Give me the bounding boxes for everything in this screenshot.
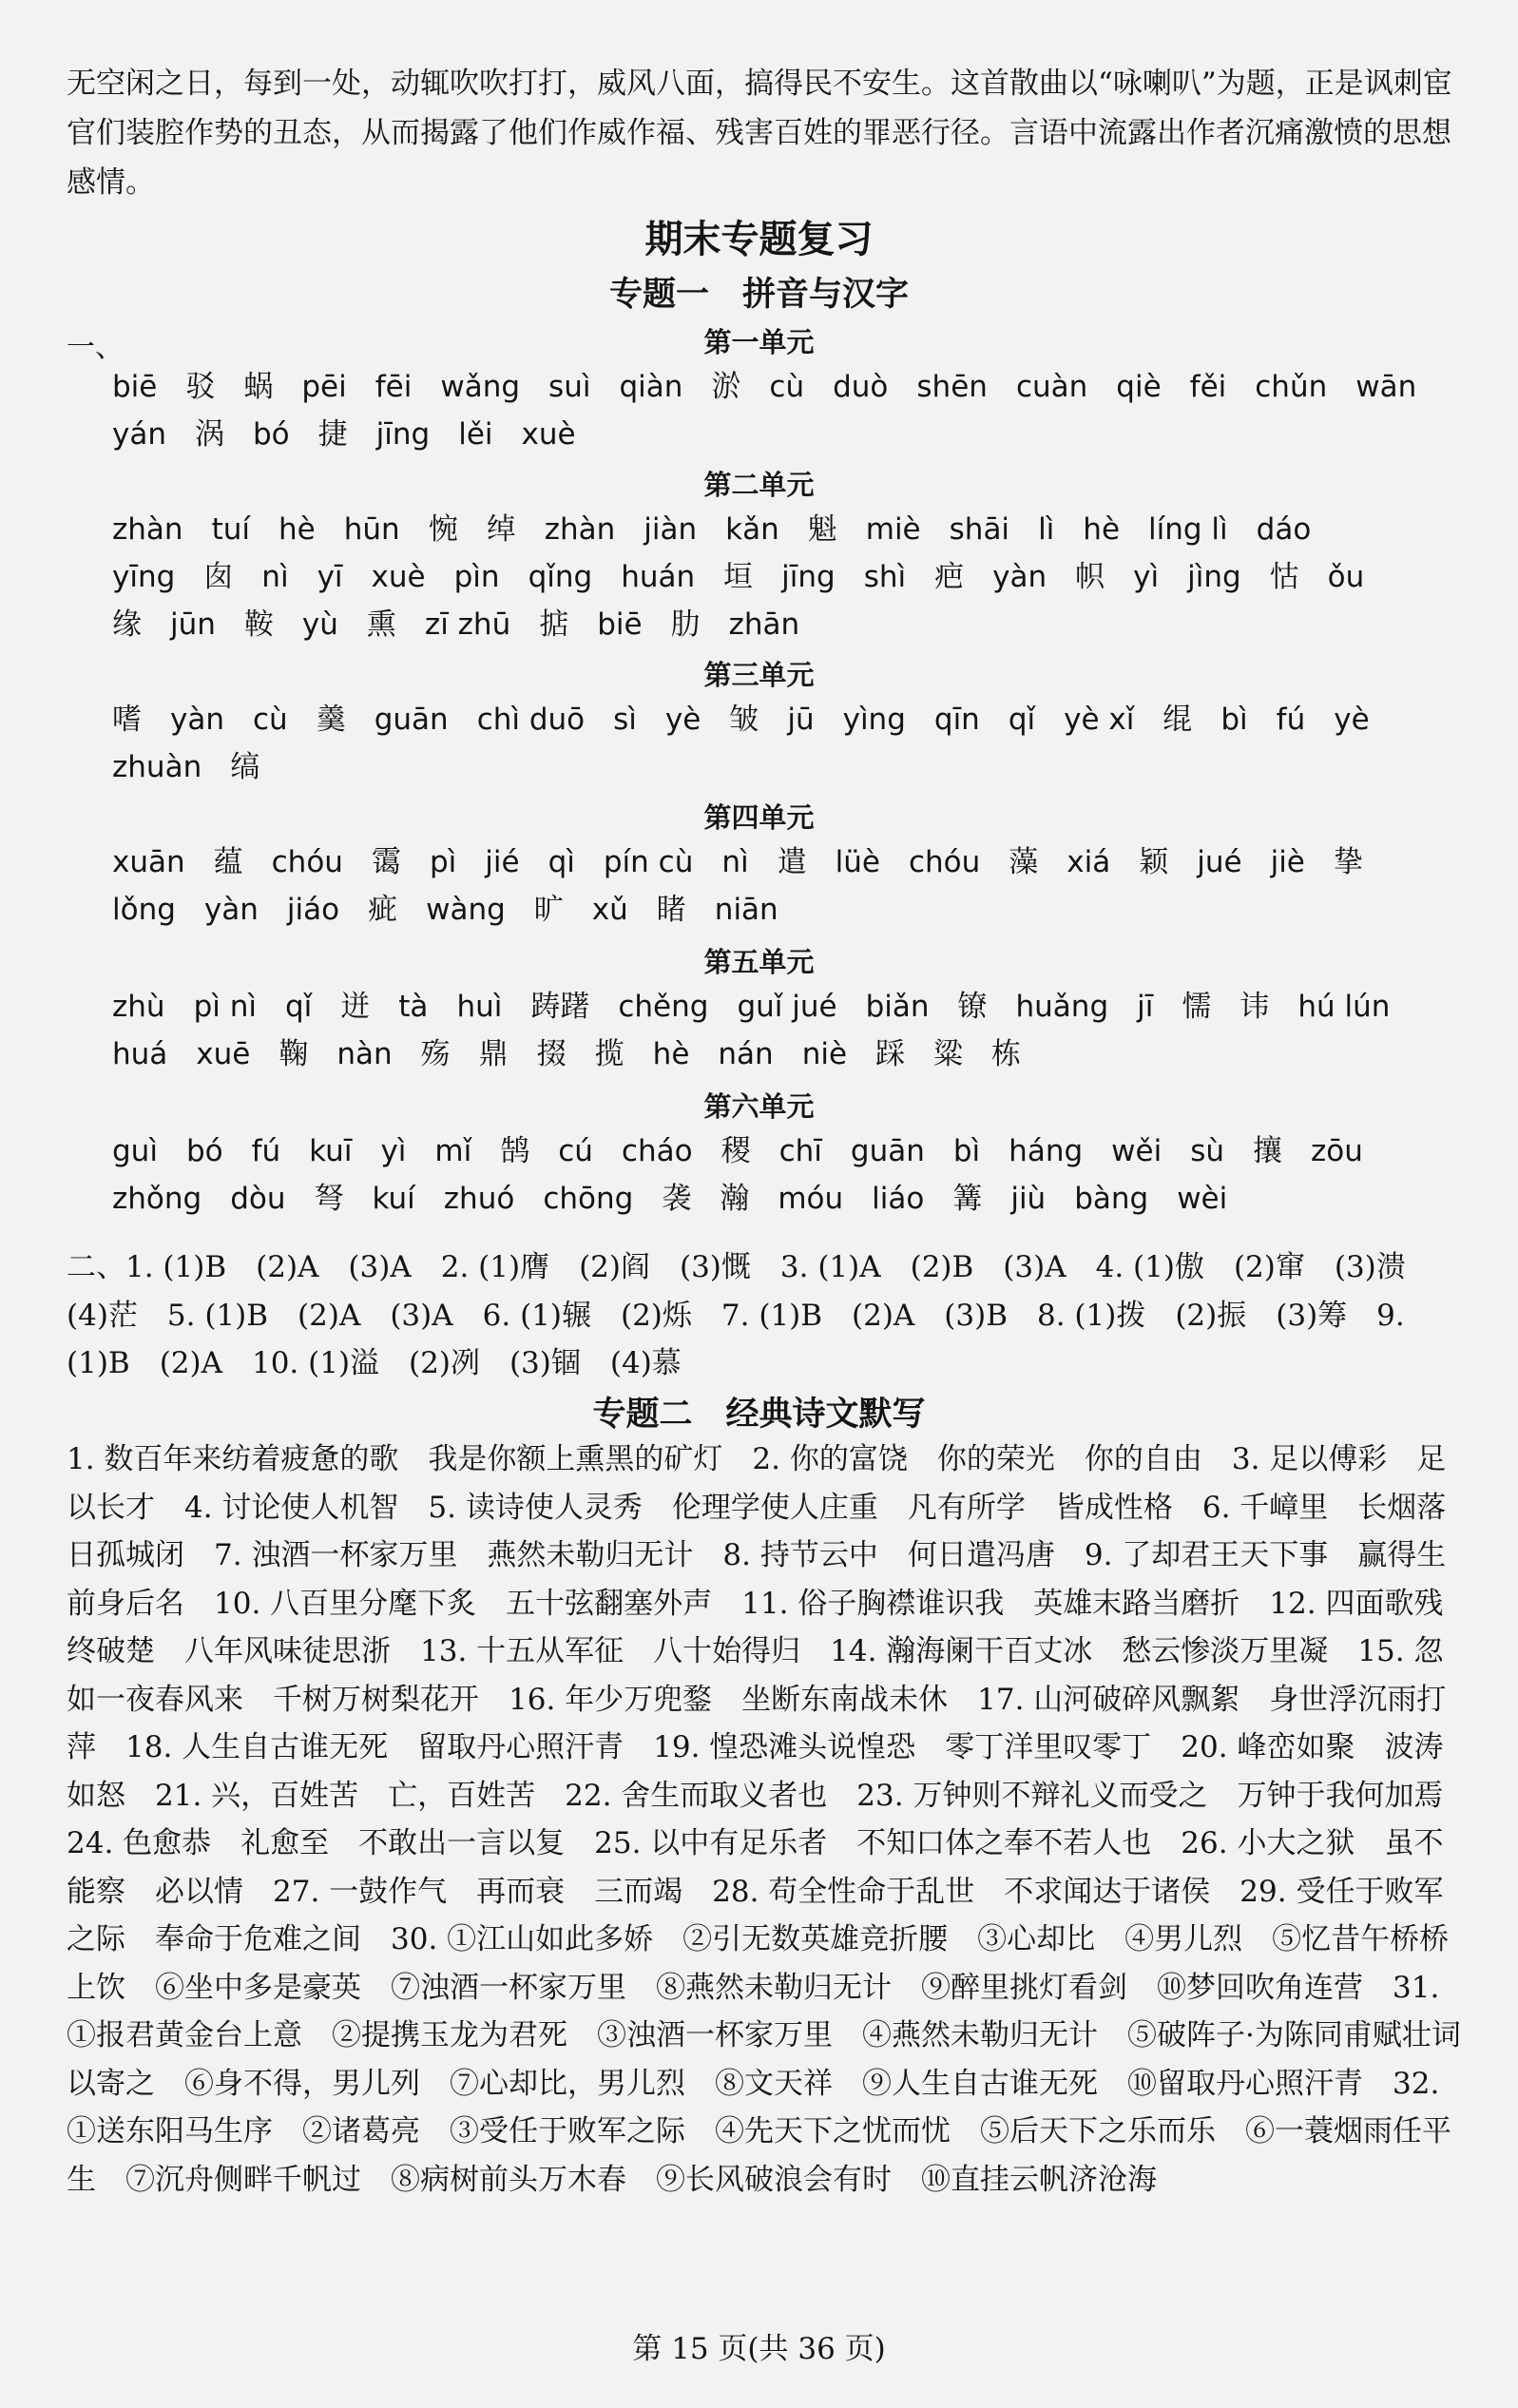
answer-token: pì bbox=[429, 845, 457, 879]
answer-token: nàn bbox=[336, 1037, 393, 1071]
answer-token: 淤 bbox=[711, 370, 741, 404]
answer-token: 鼎 bbox=[478, 1037, 509, 1071]
answer-token: lüè bbox=[835, 845, 880, 879]
answer-token: fěi bbox=[1189, 370, 1227, 404]
answer-token: 捷 bbox=[317, 417, 348, 452]
unit-answer-line bbox=[112, 553, 1462, 601]
answer-token: 鞍 bbox=[243, 607, 274, 642]
answer-token: 蜗 bbox=[243, 370, 274, 404]
answer-token: 攘 bbox=[1253, 1134, 1283, 1168]
answer-token: cuàn bbox=[1015, 370, 1088, 404]
unit-answer-line bbox=[112, 696, 1462, 743]
answer-token: xuè bbox=[521, 417, 576, 452]
answer-token: jué bbox=[1197, 845, 1242, 879]
answer-token: lǒng bbox=[112, 893, 176, 927]
answer-token: yù bbox=[301, 607, 338, 642]
answer-token: biē bbox=[112, 370, 158, 404]
answer-token: xuè bbox=[371, 560, 426, 594]
answer-token: 驳 bbox=[185, 370, 216, 404]
answer-token: bó bbox=[253, 417, 290, 452]
unit-answer-line bbox=[112, 1175, 1462, 1223]
answer-token: chī bbox=[778, 1134, 822, 1168]
unit-answer-line bbox=[112, 983, 1462, 1031]
answer-token: 篝 bbox=[952, 1182, 983, 1216]
answer-token: niè bbox=[801, 1037, 848, 1071]
answer-token: tuí bbox=[211, 512, 250, 547]
answer-token: kǎn bbox=[725, 512, 779, 547]
answer-token: huán bbox=[621, 560, 696, 594]
answer-token: sù bbox=[1190, 1134, 1225, 1168]
answer-token: 怙 bbox=[1269, 560, 1299, 594]
answer-token: kuí bbox=[372, 1182, 415, 1216]
answer-token: cù bbox=[253, 703, 288, 737]
answer-token: 缟 bbox=[230, 750, 260, 784]
answer-token: 揽 bbox=[594, 1037, 624, 1071]
answer-token: sì bbox=[613, 703, 637, 737]
answer-token: 稷 bbox=[721, 1134, 751, 1168]
answer-token: zī zhū bbox=[424, 607, 511, 642]
answer-token: yè xǐ bbox=[1064, 703, 1135, 737]
answer-token: bì bbox=[952, 1134, 981, 1168]
answer-token: zōu bbox=[1311, 1134, 1363, 1168]
answer-token: yìng bbox=[842, 703, 906, 737]
answer-token: miè bbox=[865, 512, 921, 547]
answer-token: 粱 bbox=[933, 1037, 964, 1071]
answer-token: yì bbox=[380, 1134, 407, 1168]
answer-token: jūn bbox=[170, 607, 216, 642]
answer-token: qǐ bbox=[1008, 703, 1036, 737]
unit-title: 第六单元 bbox=[703, 1090, 815, 1123]
answer-token: yì bbox=[1133, 560, 1160, 594]
answer-token: 踌躇 bbox=[530, 990, 590, 1024]
unit-title: 第五单元 bbox=[703, 946, 815, 978]
unit-answer-line bbox=[112, 601, 1462, 648]
answer-token: 睹 bbox=[656, 893, 686, 927]
answer-token: 掂 bbox=[539, 607, 569, 642]
answer-token: xiá bbox=[1066, 845, 1111, 879]
answer-token: bì bbox=[1220, 703, 1248, 737]
answer-token: háng bbox=[1009, 1134, 1084, 1168]
answer-token: liáo bbox=[872, 1182, 925, 1216]
answer-token: pì nì bbox=[193, 990, 257, 1024]
answer-token: 熏 bbox=[366, 607, 396, 642]
answer-token: 皱 bbox=[729, 703, 759, 737]
answer-token: jiáo bbox=[286, 893, 340, 927]
answer-token: 遣 bbox=[777, 845, 807, 879]
answer-token: xǔ bbox=[591, 893, 628, 927]
answer-token: 藻 bbox=[1009, 845, 1039, 879]
unit-answer-line bbox=[112, 1127, 1462, 1175]
answer-token: hè bbox=[1083, 512, 1121, 547]
answer-token: chì duō bbox=[476, 703, 586, 737]
answer-token: jié bbox=[485, 845, 520, 879]
answer-token: guān bbox=[850, 1134, 925, 1168]
answer-token: pìn bbox=[453, 560, 500, 594]
answer-token: wàng bbox=[426, 893, 506, 927]
intro-paragraph: 无空闲之日，每到一处，动辄吹吹打打，威风八面，搞得民不安生。这首散曲以“咏喇叭”为题，正是讽刺宦官们装腔作势的丑态，从而揭露了他们作威作福、残害百姓的罪恶行径。言语中流露出作者沉痛激愤的思想感情。 bbox=[67, 67, 1452, 200]
answer-token: 魁 bbox=[807, 512, 837, 547]
unit-title: 第三单元 bbox=[703, 659, 815, 691]
answer-token: 弩 bbox=[314, 1182, 344, 1216]
answer-token: 囱 bbox=[203, 560, 234, 594]
answer-token: 鹄 bbox=[500, 1134, 530, 1168]
answer-token: biē bbox=[597, 607, 643, 642]
answer-token: cháo bbox=[621, 1134, 693, 1168]
page-footer: 第 15 页(共 36 页) bbox=[632, 2332, 886, 2366]
answer-token: guǐ jué bbox=[737, 990, 837, 1024]
answer-token: 瀚 bbox=[720, 1182, 750, 1216]
unit-answer-line bbox=[112, 838, 1462, 886]
unit-title: 第二单元 bbox=[703, 469, 815, 501]
answer-token: xuē bbox=[196, 1037, 251, 1071]
answer-token: biǎn bbox=[865, 990, 930, 1024]
answer-token: qì bbox=[548, 845, 575, 879]
answer-token: wèi bbox=[1177, 1182, 1228, 1216]
answer-token: 缘 bbox=[112, 607, 142, 642]
answer-token: nì bbox=[721, 845, 749, 879]
answer-token: chōng bbox=[543, 1182, 634, 1216]
answer-token: fú bbox=[1276, 703, 1306, 737]
answer-token: 讳 bbox=[1239, 990, 1270, 1024]
answer-token: pín cù bbox=[603, 845, 694, 879]
answer-token: nì bbox=[261, 560, 289, 594]
answer-token: fú bbox=[251, 1134, 281, 1168]
answer-token: qiàn bbox=[619, 370, 683, 404]
answer-token: pēi bbox=[301, 370, 347, 404]
answer-token: líng lì bbox=[1148, 512, 1228, 547]
answer-token: hú lún bbox=[1297, 990, 1391, 1024]
answer-token: jī bbox=[1137, 990, 1154, 1024]
answer-token: 挚 bbox=[1333, 845, 1363, 879]
answer-token: zhù bbox=[112, 990, 165, 1024]
answer-token: 帜 bbox=[1075, 560, 1105, 594]
answer-token: tà bbox=[398, 990, 429, 1024]
topic2-answers: 1. 数百年来纺着疲惫的歌 我是你额上熏黑的矿灯 2. 你的富饶 你的荣光 你的自由 3. 足以傅彩 足以长才 4. 讨论使人机智 5. 读诗使人灵秀 伦理学使人庄重 凡有所学 皆成性格 6. 千嶂里 长烟落日孤城闭 7. 浊酒一杯家万里 燕然未勒归无计 8. 持节云中 何日遣冯唐 9. 了却君王天下事 赢得生前身后名 10. 八百里分麾下炙 五十弦翻塞外声 11. 俗子胸襟谁识我 英雄末路当磨折 12. 四面歌残终破楚 八年风味徒思浙 13. 十五从军征 八十始得归 14. 瀚海阑干百丈冰 愁云惨淡万里凝 15. 忽如一夜春风来 千树万树梨花开 16. 年少万兜鍪 坐断东南战未休 17. 山河破碎风飘絮 身世浮沉雨打萍 18. 人生自古谁无死 留取丹心照汗青 19. 惶恐滩头说惶恐 零丁洋里叹零丁 20. 峰峦如聚 波涛如怒 21. 兴，百姓苦 亡，百姓苦 22. 舍生而取义者也 23. 万钟则不辩礼义而受之 万钟于我何加焉 24. 色愈恭 礼愈至 不敢出一言以复 25. 以中有足乐者 不知口体之奉不若人也 26. 小大之狱 虽不能察 必以情 27. 一鼓作气 再而衰 三而竭 28. 苟全性命于乱世 不求闻达于诸侯 29. 受任于败军之际 奉命于危难之间 30. ①江山如此多娇 ②引无数英雄竞折腰 ③心却比 ④男儿烈 ⑤忆昔午桥桥上饮 ⑥坐中多是豪英 ⑦浊酒一杯家万里 ⑧燕然未勒归无计 ⑨醉里挑灯看剑 ⑩梦回吹角连营 31. ①报君黄金台上意 ②提携玉龙为君死 ③浊酒一杯家万里 ④燕然未勒归无计 ⑤破阵子·为陈同甫赋壮词以寄之 ⑥身不得，男儿列 ⑦心却比，男儿烈 ⑧文天祥 ⑨人生自古谁无死 ⑩留取丹心照汗青 32. ①送东阳马生序 ②诸葛亮 ③受任于败军之际 ④先天下之忧而忧 ⑤后天下之乐而乐 ⑥一蓑烟雨任平生 ⑦沉舟侧畔千帆过 ⑧病树前头万木春 ⑨长风破浪会有时 ⑩直挂云帆济沧海 bbox=[67, 1442, 1473, 2197]
answer-token: zhuàn bbox=[112, 750, 202, 784]
answer-token: zhuó bbox=[443, 1182, 515, 1216]
answer-token: jiù bbox=[1010, 1182, 1047, 1216]
unit-answer-line bbox=[112, 743, 1462, 791]
answer-token: 掇 bbox=[536, 1037, 567, 1071]
answer-token: 嗜 bbox=[112, 703, 142, 737]
answer-token: qǐ bbox=[284, 990, 313, 1024]
answer-token: suì bbox=[548, 370, 591, 404]
answer-token: 疤 bbox=[934, 560, 965, 594]
answer-token: 镣 bbox=[957, 990, 988, 1024]
answer-token: 涡 bbox=[195, 417, 224, 452]
answer-token: zhǒng bbox=[112, 1182, 202, 1216]
answer-token: 绰 bbox=[486, 512, 516, 547]
answer-token: ǒu bbox=[1327, 560, 1365, 594]
answer-token: shāi bbox=[949, 512, 1010, 547]
topic2-title: 专题二 经典诗文默写 bbox=[592, 1396, 926, 1434]
answer-token: guì bbox=[112, 1134, 158, 1168]
answer-token: 栋 bbox=[991, 1037, 1022, 1071]
answer-token: hè bbox=[652, 1037, 690, 1071]
unit-answer-line bbox=[112, 506, 1462, 553]
answer-token: 蕴 bbox=[213, 845, 243, 879]
answer-token: 旷 bbox=[533, 893, 564, 927]
answer-token: shì bbox=[863, 560, 907, 594]
unit-answer-line bbox=[112, 363, 1462, 411]
answer-token: cù bbox=[769, 370, 805, 404]
answer-token: chóu bbox=[908, 845, 981, 879]
unit-title: 第四单元 bbox=[703, 801, 815, 834]
answer-token: 殇 bbox=[420, 1037, 451, 1071]
answer-token: huǎng bbox=[1015, 990, 1109, 1024]
answer-token: qīn bbox=[933, 703, 980, 737]
answer-token: qiè bbox=[1116, 370, 1162, 404]
answer-token: niān bbox=[714, 893, 778, 927]
unit-answer-line bbox=[112, 411, 1462, 458]
answer-token: yán bbox=[112, 417, 166, 452]
answer-token: jīng bbox=[781, 560, 836, 594]
part2-answers: 二、1. (1)B (2)A (3)A 2. (1)膺 (2)阎 (3)慨 3. (1)A (2)B (3)A 4. (1)傲 (2)窜 (3)溃 (4)茫 5. (1)B (2)A (3)A 6. (1)辗 (2)烁 7. (1)B (2)A (3)B 8. (1)拨 (2)振 (3)筹 9. (1)B (2)A 10. (1)溢 (2)冽 (3)锢 (4)慕 bbox=[67, 1250, 1435, 1380]
answer-token: huì bbox=[456, 990, 503, 1024]
answer-token: chěng bbox=[618, 990, 709, 1024]
answer-token: zhàn bbox=[544, 512, 616, 547]
answer-token: jìng bbox=[1187, 560, 1241, 594]
answer-token: 绲 bbox=[1163, 703, 1193, 737]
answer-token: 袭 bbox=[662, 1182, 692, 1216]
answer-token: 懦 bbox=[1182, 990, 1212, 1024]
answer-token: cú bbox=[558, 1134, 593, 1168]
answer-token: yàn bbox=[992, 560, 1047, 594]
answer-token: 踩 bbox=[875, 1037, 906, 1071]
answer-token: chǔn bbox=[1255, 370, 1328, 404]
answer-token: hè bbox=[279, 512, 316, 547]
answer-token: 肋 bbox=[670, 607, 701, 642]
answer-token: yīng bbox=[112, 560, 176, 594]
answer-token: chóu bbox=[271, 845, 343, 879]
answer-token: lěi bbox=[458, 417, 493, 452]
answer-token: wān bbox=[1355, 370, 1417, 404]
answer-token: yàn bbox=[203, 893, 259, 927]
answer-token: jū bbox=[787, 703, 815, 737]
unit-title: 第一单元 bbox=[703, 326, 815, 358]
answer-token: yè bbox=[664, 703, 701, 737]
answer-token: bàng bbox=[1074, 1182, 1149, 1216]
answer-token: wǎng bbox=[440, 370, 521, 404]
answer-token: fēi bbox=[375, 370, 413, 404]
answer-token: zhān bbox=[728, 607, 800, 642]
answer-token: duò bbox=[833, 370, 889, 404]
answer-token: hūn bbox=[343, 512, 400, 547]
answer-token: wěi bbox=[1111, 1134, 1163, 1168]
answer-token: jiè bbox=[1270, 845, 1305, 879]
answer-token: kuī bbox=[309, 1134, 353, 1168]
page-title: 期末专题复习 bbox=[644, 218, 874, 261]
answer-token: yàn bbox=[170, 703, 224, 737]
answer-token: zhàn bbox=[112, 512, 183, 547]
answer-token: yè bbox=[1334, 703, 1370, 737]
answer-token: 羹 bbox=[316, 703, 346, 737]
answer-token: móu bbox=[778, 1182, 844, 1216]
answer-token: jīng bbox=[375, 417, 431, 452]
answer-token: 垣 bbox=[723, 560, 754, 594]
answer-token: 颖 bbox=[1139, 845, 1169, 879]
answer-token: huá bbox=[112, 1037, 168, 1071]
unit-answer-line bbox=[112, 1031, 1462, 1078]
answer-token: mǐ bbox=[434, 1134, 472, 1168]
answer-token: 惋 bbox=[428, 512, 458, 547]
answer-token: lì bbox=[1038, 512, 1055, 547]
answer-token: shēn bbox=[916, 370, 988, 404]
answer-token: xuān bbox=[112, 845, 185, 879]
answer-token: dòu bbox=[230, 1182, 286, 1216]
answer-token: qǐng bbox=[528, 560, 593, 594]
answer-token: 疵 bbox=[368, 893, 398, 927]
answer-token: nán bbox=[718, 1037, 774, 1071]
answer-token: guān bbox=[374, 703, 449, 737]
answer-token: yī bbox=[317, 560, 343, 594]
answer-token: 迸 bbox=[340, 990, 371, 1024]
part1-label: 一、 bbox=[67, 331, 124, 364]
answer-token: 霭 bbox=[371, 845, 401, 879]
answer-token: bó bbox=[185, 1134, 223, 1168]
answer-token: 鞠 bbox=[279, 1037, 309, 1071]
answer-token: dáo bbox=[1256, 512, 1312, 547]
answer-token: jiàn bbox=[644, 512, 698, 547]
unit-answer-line bbox=[112, 886, 1462, 934]
topic1-title: 专题一 拼音与汉字 bbox=[608, 276, 909, 314]
